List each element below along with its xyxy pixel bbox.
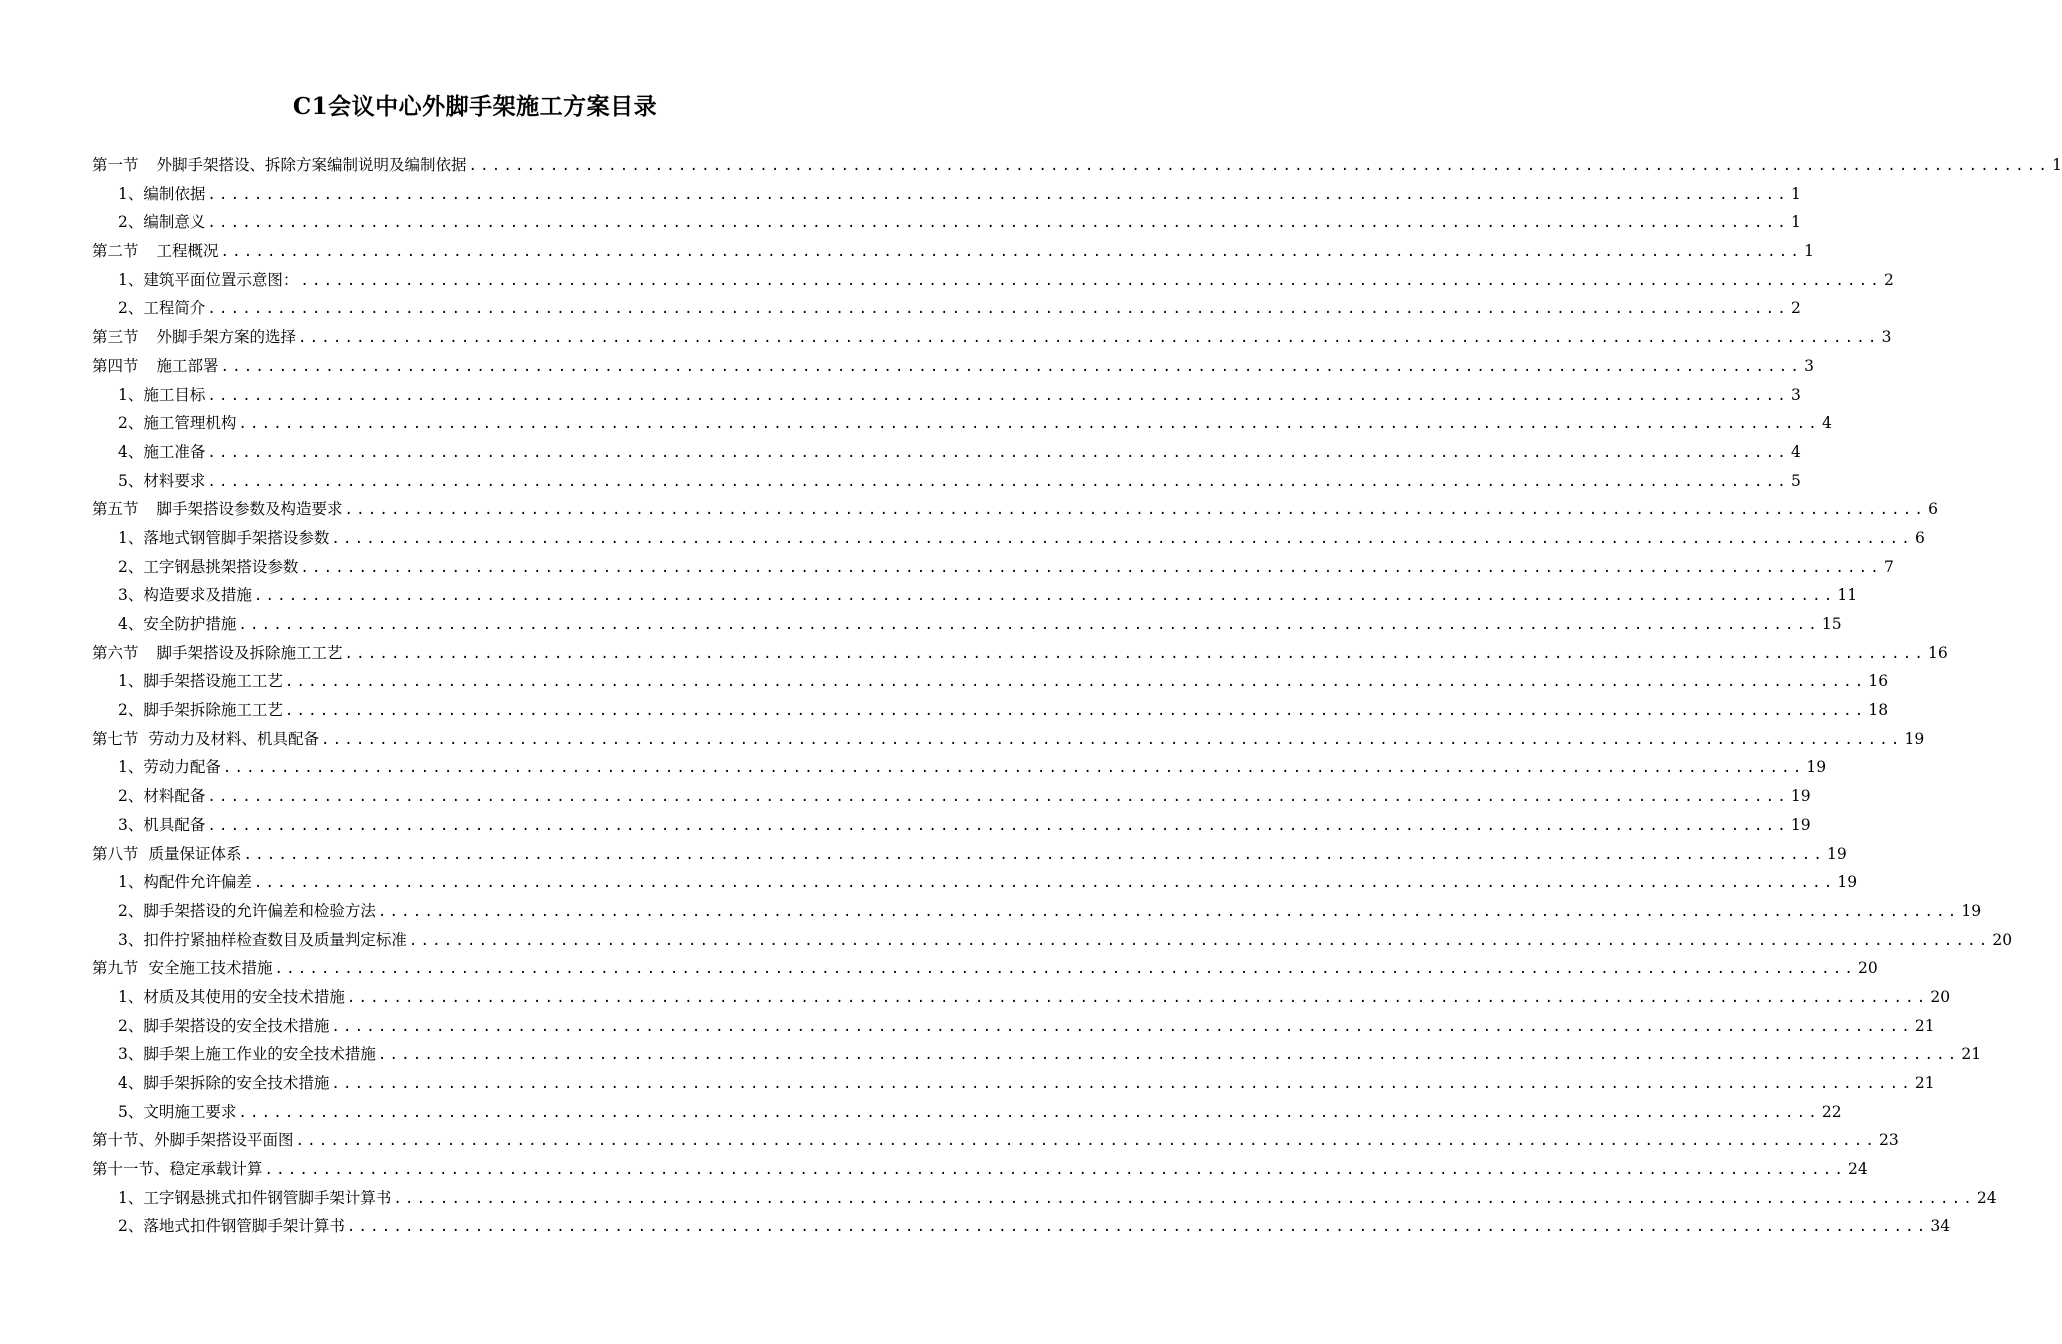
toc-entry-title: 2、材料配备 xyxy=(118,787,206,806)
toc-entry-text xyxy=(92,840,244,869)
toc-page-number: 19 xyxy=(1904,729,1925,748)
toc-entry-title: 1、劳动力配备 xyxy=(118,758,221,777)
toc-entry-title: 5、文明施工要求 xyxy=(118,1102,237,1121)
toc-entry-title: 2、施工管理机构 xyxy=(118,414,237,433)
toc-dot-leader: ........................................................................................................................................ xyxy=(408,932,1991,949)
toc-subentry[interactable] xyxy=(92,1040,1982,1069)
toc-page-number: 5 xyxy=(1791,471,1801,490)
toc-subentry[interactable] xyxy=(92,381,1801,410)
toc-page-number: 3 xyxy=(1881,328,1892,347)
toc-dot-leader: ........................................................................................................................................ xyxy=(207,444,1789,461)
toc-entry-title: 2、脚手架拆除施工工艺 xyxy=(118,701,283,720)
toc-dot-leader: ........................................................................................................................................ xyxy=(331,530,1913,547)
toc-entry-title: 4、安全防护措施 xyxy=(118,615,237,633)
toc-dot-leader: ........................................................................................................................................ xyxy=(243,846,1826,863)
toc-dot-leader: ........................................................................................................................................ xyxy=(331,1076,1913,1092)
toc-page-number: 6 xyxy=(1928,500,1939,519)
toc-entry-title: 3、构造要求及措施 xyxy=(118,586,252,605)
toc-entry-title: 2、工程简介 xyxy=(118,299,206,318)
toc-entry-text xyxy=(92,1126,296,1155)
toc-entry-title: 安全施工技术措施 xyxy=(148,959,273,978)
toc-dot-leader: ........................................................................................................................................ xyxy=(344,645,1927,662)
toc-entry-text xyxy=(92,954,275,983)
toc-page-number: 22 xyxy=(1821,1102,1842,1121)
toc-dot-leader: ........................................................................................................................................ xyxy=(346,1219,1929,1236)
toc-page-number: 16 xyxy=(1868,672,1889,691)
toc-entry-text xyxy=(118,1184,393,1213)
toc-page-number: 23 xyxy=(1879,1131,1899,1150)
toc-entry-title: 4、脚手架拆除的安全技术措施 xyxy=(118,1074,330,1092)
toc-subentry[interactable] xyxy=(92,1184,1997,1213)
toc-dot-leader: ........................................................................................................................................ xyxy=(300,559,1882,576)
toc-entry-text xyxy=(92,151,469,180)
toc-entry-text xyxy=(118,438,207,467)
toc-entry-title: 2、工字钢悬挑架搭设参数 xyxy=(118,557,299,576)
toc-dot-leader: ........................................................................................................................................ xyxy=(253,875,1836,892)
toc-entry-text xyxy=(118,926,409,955)
toc-entry-text xyxy=(118,696,285,725)
toc-page-number: 4 xyxy=(1822,414,1832,433)
toc-subentry[interactable] xyxy=(92,897,1982,926)
table-of-contents xyxy=(92,151,2062,1241)
toc-dot-leader: ........................................................................................................................................ xyxy=(295,1133,1878,1150)
toc-entry-text xyxy=(118,553,300,582)
toc-section-entry[interactable] xyxy=(92,1126,1899,1155)
toc-entry-text xyxy=(118,868,254,897)
toc-subentry[interactable] xyxy=(92,266,1894,295)
toc-entry-title: 1、编制依据 xyxy=(118,184,206,203)
toc-section-entry[interactable] xyxy=(92,323,1892,352)
document-title: C1会议中心外脚手架施工方案目录 xyxy=(292,93,658,120)
toc-page-number: 2 xyxy=(1884,270,1894,289)
toc-subentry[interactable] xyxy=(92,868,1858,897)
toc-page-number: 1 xyxy=(2052,156,2062,174)
toc-dot-leader: ........................................................................................................................................ xyxy=(238,1104,1820,1121)
toc-entry-text xyxy=(92,725,321,754)
toc-dot-leader: ........................................................................................................................................ xyxy=(220,358,1803,375)
toc-section-label: 第二节 xyxy=(92,242,139,261)
toc-subentry[interactable] xyxy=(92,581,1858,610)
toc-dot-leader: ........................................................................................................................................ xyxy=(253,588,1836,605)
toc-entry-text xyxy=(118,782,207,811)
toc-page-number: 20 xyxy=(1858,959,1878,978)
toc-entry-title: 3、机具配备 xyxy=(118,815,206,834)
toc-entry-text xyxy=(118,294,207,323)
toc-page-number: 19 xyxy=(1837,873,1858,892)
toc-entry-text xyxy=(118,467,207,496)
toc-section-entry[interactable] xyxy=(92,725,1925,754)
toc-dot-leader: ........................................................................................................................................ xyxy=(468,158,2051,174)
toc-entry-text xyxy=(118,208,207,237)
toc-entry-title: 脚手架搭设及拆除施工工艺 xyxy=(156,643,343,662)
toc-dot-leader: ........................................................................................................................................ xyxy=(377,1047,1960,1064)
toc-subentry[interactable] xyxy=(92,753,1827,782)
toc-entry-text xyxy=(92,352,221,381)
toc-subentry[interactable] xyxy=(92,438,1801,467)
toc-subentry[interactable] xyxy=(92,667,1889,696)
toc-page-number: 21 xyxy=(1914,1074,1935,1092)
toc-dot-leader: ........................................................................................................................................ xyxy=(207,473,1789,490)
toc-subentry[interactable] xyxy=(92,983,1951,1012)
toc-entry-text xyxy=(92,639,345,668)
toc-entry-text xyxy=(118,381,207,410)
toc-entry-title: 施工部署 xyxy=(156,356,219,375)
toc-dot-leader: ........................................................................................................................................ xyxy=(264,1162,1847,1179)
toc-entry-text xyxy=(118,667,285,696)
toc-entry-text xyxy=(118,1098,238,1127)
toc-dot-leader: ........................................................................................................................................ xyxy=(331,1018,1913,1035)
toc-entry-title: 1、落地式钢管脚手架搭设参数 xyxy=(118,528,330,547)
toc-subentry[interactable] xyxy=(92,467,1801,496)
toc-dot-leader: ........................................................................................................................................ xyxy=(207,789,1789,806)
toc-section-label: 第一节 xyxy=(92,156,139,174)
toc-entry-text xyxy=(118,1212,347,1241)
toc-page-number: 19 xyxy=(1961,901,1982,920)
toc-dot-leader: ........................................................................................................................................ xyxy=(344,502,1927,519)
toc-page-number: 34 xyxy=(1930,1217,1951,1236)
toc-subentry[interactable] xyxy=(92,180,1801,209)
toc-page-number: 24 xyxy=(1848,1160,1868,1179)
toc-page-number: 15 xyxy=(1821,615,1842,633)
toc-page-number: 24 xyxy=(1976,1188,1997,1207)
toc-section-entry[interactable] xyxy=(92,1155,1868,1184)
toc-page-number: 1 xyxy=(1791,213,1801,232)
toc-section-entry[interactable] xyxy=(92,151,2062,180)
toc-section-entry[interactable] xyxy=(92,495,1939,524)
toc-page-number: 20 xyxy=(1992,930,2013,949)
toc-section-label: 第六节 xyxy=(92,643,139,662)
toc-subentry[interactable] xyxy=(92,208,1801,237)
toc-page-number: 16 xyxy=(1928,643,1948,662)
toc-section-label: 第五节 xyxy=(92,500,139,519)
toc-subentry[interactable] xyxy=(92,294,1801,323)
toc-subentry[interactable] xyxy=(92,1098,1842,1127)
toc-dot-leader: ........................................................................................................................................ xyxy=(346,989,1929,1006)
toc-entry-title: 第十一节、稳定承载计算 xyxy=(92,1160,263,1179)
toc-dot-leader: ........................................................................................................................................ xyxy=(377,903,1960,920)
toc-entry-text xyxy=(118,983,347,1012)
toc-entry-title: 外脚手架方案的选择 xyxy=(156,328,297,347)
toc-subentry[interactable] xyxy=(92,926,2013,955)
toc-subentry[interactable] xyxy=(92,610,1842,639)
toc-entry-title: 2、脚手架搭设的允许偏差和检验方法 xyxy=(118,901,376,920)
toc-section-label: 第三节 xyxy=(92,328,139,347)
toc-dot-leader: ........................................................................................................................................ xyxy=(207,387,1789,404)
toc-section-entry[interactable] xyxy=(92,639,1948,668)
toc-page-number: 19 xyxy=(1806,758,1827,777)
toc-dot-leader: ........................................................................................................................................ xyxy=(284,674,1867,691)
toc-dot-leader: ........................................................................................................................................ xyxy=(207,215,1789,232)
toc-page-number: 3 xyxy=(1804,356,1815,375)
toc-entry-text xyxy=(118,811,207,840)
toc-entry-text xyxy=(118,1012,331,1041)
toc-dot-leader: ........................................................................................................................................ xyxy=(238,416,1820,433)
toc-entry-title: 3、脚手架上施工作业的安全技术措施 xyxy=(118,1045,376,1064)
toc-dot-leader: ........................................................................................................................................ xyxy=(298,330,1880,347)
toc-page-number: 20 xyxy=(1930,987,1951,1006)
toc-page-number: 4 xyxy=(1791,442,1801,461)
toc-subentry[interactable] xyxy=(92,696,1889,725)
toc-dot-leader: ........................................................................................................................................ xyxy=(207,186,1789,203)
toc-subentry[interactable] xyxy=(92,553,1894,582)
toc-entry-text xyxy=(118,581,254,610)
toc-section-label: 第四节 xyxy=(92,356,139,375)
toc-dot-leader: ........................................................................................................................................ xyxy=(220,244,1803,261)
toc-subentry[interactable] xyxy=(92,1069,1935,1098)
toc-page-number: 2 xyxy=(1791,299,1801,318)
toc-section-label: 第八节 xyxy=(92,844,139,863)
toc-page-number: 18 xyxy=(1868,701,1889,720)
toc-page-number: 21 xyxy=(1914,1016,1935,1035)
toc-entry-title: 1、构配件允许偏差 xyxy=(118,873,252,892)
toc-page-number: 19 xyxy=(1790,787,1811,806)
toc-subentry[interactable] xyxy=(92,782,1811,811)
toc-entry-title: 第十节、外脚手架搭设平面图 xyxy=(92,1131,294,1150)
toc-entry-title: 脚手架搭设参数及构造要求 xyxy=(156,500,343,519)
toc-section-entry[interactable] xyxy=(92,237,1815,266)
toc-section-entry[interactable] xyxy=(92,352,1815,381)
toc-dot-leader: ........................................................................................................................................ xyxy=(393,1190,1975,1207)
toc-entry-title: 4、施工准备 xyxy=(118,442,206,461)
toc-entry-title: 1、建筑平面位置示意图： xyxy=(118,270,299,289)
toc-dot-leader: ........................................................................................................................................ xyxy=(284,703,1867,720)
toc-entry-text xyxy=(118,266,300,295)
toc-subentry[interactable] xyxy=(92,1012,1935,1041)
toc-subentry[interactable] xyxy=(92,1212,1951,1241)
toc-entry-title: 质量保证体系 xyxy=(148,844,242,863)
toc-dot-leader: ........................................................................................................................................ xyxy=(321,731,1903,748)
toc-dot-leader: ........................................................................................................................................ xyxy=(222,760,1805,777)
toc-dot-leader: ........................................................................................................................................ xyxy=(238,617,1820,633)
toc-subentry[interactable] xyxy=(92,811,1811,840)
toc-page-number: 6 xyxy=(1915,528,1925,547)
toc-entry-title: 5、材料要求 xyxy=(118,471,206,490)
toc-entry-title: 1、脚手架搭设施工工艺 xyxy=(118,672,283,691)
toc-entry-text xyxy=(118,1040,378,1069)
toc-entry-title: 3、扣件拧紧抽样检查数目及质量判定标准 xyxy=(118,930,407,949)
toc-dot-leader: ........................................................................................................................................ xyxy=(274,961,1857,978)
toc-dot-leader: ........................................................................................................................................ xyxy=(207,301,1789,318)
toc-entry-text xyxy=(118,897,378,926)
toc-entry-title: 2、编制意义 xyxy=(118,213,206,232)
toc-section-entry[interactable] xyxy=(92,840,1847,869)
toc-entry-title: 外脚手架搭设、拆除方案编制说明及编制依据 xyxy=(156,156,467,174)
toc-subentry[interactable] xyxy=(92,409,1832,438)
toc-entry-title: 1、工字钢悬挑式扣件钢管脚手架计算书 xyxy=(118,1188,392,1207)
toc-subentry[interactable] xyxy=(92,524,1925,553)
toc-entry-text xyxy=(92,237,221,266)
toc-entry-text xyxy=(118,524,331,553)
toc-entry-text xyxy=(118,409,238,438)
toc-entry-title: 1、材质及其使用的安全技术措施 xyxy=(118,987,345,1006)
toc-entry-text xyxy=(92,1155,265,1184)
toc-entry-title: 1、施工目标 xyxy=(118,385,206,404)
toc-page-number: 11 xyxy=(1837,586,1858,605)
toc-entry-title: 劳动力及材料、机具配备 xyxy=(148,729,320,748)
toc-dot-leader: ........................................................................................................................................ xyxy=(300,272,1882,289)
toc-page-number: 21 xyxy=(1961,1045,1982,1064)
toc-entry-text xyxy=(118,180,207,209)
toc-page-number: 3 xyxy=(1791,385,1801,404)
toc-entry-text xyxy=(118,610,238,639)
toc-page-number: 1 xyxy=(1804,242,1815,261)
toc-page-number: 1 xyxy=(1791,184,1801,203)
toc-entry-text xyxy=(92,495,345,524)
toc-section-label: 第九节 xyxy=(92,959,139,978)
toc-section-label: 第七节 xyxy=(92,729,139,748)
toc-entry-title: 2、脚手架搭设的安全技术措施 xyxy=(118,1016,330,1035)
toc-page-number: 19 xyxy=(1827,844,1847,863)
toc-page-number: 19 xyxy=(1790,815,1811,834)
toc-dot-leader: ........................................................................................................................................ xyxy=(207,817,1789,834)
toc-entry-title: 工程概况 xyxy=(156,242,219,261)
toc-entry-text xyxy=(118,1069,331,1098)
toc-section-entry[interactable] xyxy=(92,954,1878,983)
toc-entry-title: 2、落地式扣件钢管脚手架计算书 xyxy=(118,1217,345,1236)
toc-page-number: 7 xyxy=(1884,557,1894,576)
toc-entry-text xyxy=(118,753,223,782)
toc-entry-text xyxy=(92,323,298,352)
